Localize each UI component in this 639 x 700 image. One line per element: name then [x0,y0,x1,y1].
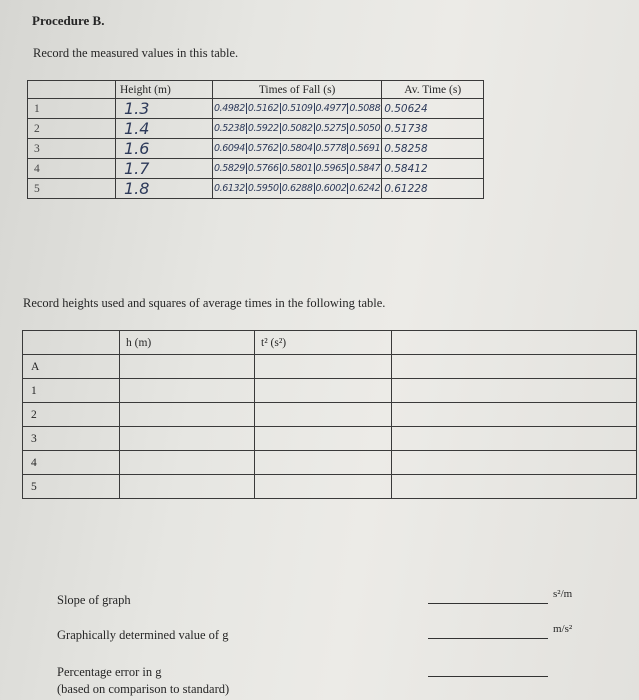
h-cell[interactable] [120,403,255,427]
height-value: 1.7 [116,159,213,179]
blank-header [392,331,637,355]
time-value: 0.5965 [315,163,347,174]
h-cell[interactable] [120,451,255,475]
slope-label: Slope of graph [57,593,131,607]
height-header: Height (m) [116,81,213,99]
time-value: 0.6288 [281,183,313,194]
table-row [23,379,637,403]
height-value: 1.8 [116,179,213,199]
table-header-row [28,81,484,99]
table-row [23,355,637,379]
table-row [28,119,484,139]
h-cell[interactable] [120,379,255,403]
row-label-header [23,331,120,355]
row-label: A [23,355,120,379]
blank-cell[interactable] [392,451,637,475]
height-value: 1.6 [116,139,213,159]
blank-cell[interactable] [392,379,637,403]
g-label: Graphically determined value of g [57,628,229,642]
t2-header: t² (s²) [255,331,392,355]
average-time-value: 0.50624 [382,99,484,119]
time-value: 0.5082 [281,123,313,134]
time-value: 0.6094 [214,143,245,154]
row-number-header [28,81,116,99]
times-of-fall [213,99,382,119]
time-value: 0.5691 [349,143,381,154]
instruction-measured: Record the measured values in this table. [33,46,239,60]
table-row [28,139,484,159]
time-value: 0.6242 [349,183,381,194]
table-row [23,475,637,499]
times-header: Times of Fall (s) [213,81,382,99]
h-header: h (m) [120,331,255,355]
t2-cell[interactable] [255,475,392,499]
procedure-title: Procedure B. [32,13,105,28]
times-of-fall [213,119,382,139]
t2-cell[interactable] [255,379,392,403]
row-number: 5 [28,179,116,199]
time-value: 0.5766 [247,163,279,174]
time-value: 0.5088 [349,103,381,114]
g-unit: m/s² [553,623,573,635]
table-row [23,451,637,475]
table-row [28,99,484,119]
error-label: Percentage error in g [57,665,162,679]
blank-cell[interactable] [392,355,637,379]
time-value: 0.5950 [247,183,279,194]
slope-unit: s²/m [553,588,573,600]
table-row [23,427,637,451]
blank-cell[interactable] [392,475,637,499]
table-row [28,179,484,199]
row-label: 4 [23,451,120,475]
time-value: 0.6132 [214,183,245,194]
time-value: 0.5801 [281,163,313,174]
instruction-squares: Record heights used and squares of average times in the following table. [23,296,386,310]
slope-answer-line[interactable] [428,589,548,604]
table-header-row [23,331,637,355]
row-number: 3 [28,139,116,159]
row-label: 1 [23,379,120,403]
time-value: 0.6002 [315,183,347,194]
times-of-fall [213,179,382,199]
h-cell[interactable] [120,475,255,499]
row-number: 1 [28,99,116,119]
times-of-fall [213,139,382,159]
h-cell[interactable] [120,427,255,451]
row-number: 4 [28,159,116,179]
g-answer-line[interactable] [428,624,548,639]
time-value: 0.5238 [214,123,245,134]
height-value: 1.4 [116,119,213,139]
blank-cell[interactable] [392,403,637,427]
time-value: 0.4977 [315,103,347,114]
time-value: 0.5778 [315,143,347,154]
t2-cell[interactable] [255,403,392,427]
h-cell[interactable] [120,355,255,379]
time-value: 0.5829 [214,163,245,174]
average-time-value: 0.61228 [382,179,484,199]
avg-time-header: Av. Time (s) [382,81,484,99]
t2-cell[interactable] [255,427,392,451]
table-row [28,159,484,179]
error-note: (based on comparison to standard) [57,682,230,696]
time-value: 0.5922 [247,123,279,134]
time-value: 0.5162 [247,103,279,114]
row-label: 2 [23,403,120,427]
measured-values-table [27,80,484,199]
time-value: 0.5109 [281,103,313,114]
error-answer-line[interactable] [428,662,548,677]
time-value: 0.4982 [214,103,245,114]
average-time-value: 0.58258 [382,139,484,159]
t2-cell[interactable] [255,355,392,379]
row-number: 2 [28,119,116,139]
time-value: 0.5804 [281,143,313,154]
height-value: 1.3 [116,99,213,119]
average-time-value: 0.58412 [382,159,484,179]
average-time-value: 0.51738 [382,119,484,139]
row-label: 5 [23,475,120,499]
time-value: 0.5050 [349,123,381,134]
time-value: 0.5762 [247,143,279,154]
time-value: 0.5275 [315,123,347,134]
times-of-fall [213,159,382,179]
row-label: 3 [23,427,120,451]
blank-cell[interactable] [392,427,637,451]
time-value: 0.5847 [349,163,381,174]
heights-squares-table [22,330,637,499]
table-row [23,403,637,427]
t2-cell[interactable] [255,451,392,475]
